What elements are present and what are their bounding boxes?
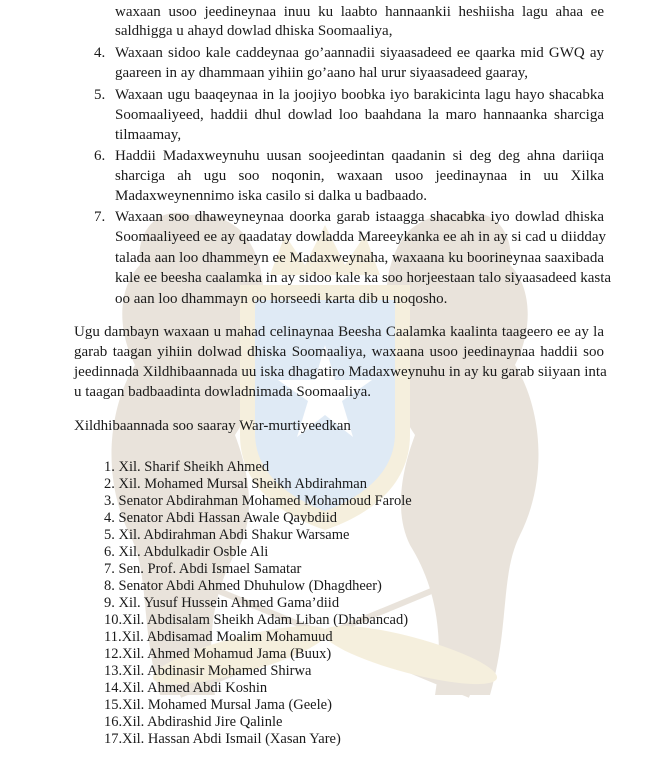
point-number: 6. xyxy=(94,148,106,164)
signatory-item: 9. Xil. Yusuf Hussein Ahmed Gama’diid xyxy=(104,595,340,611)
point-line: tilmaamay, xyxy=(115,127,182,143)
signatory-item: 8. Senator Abdi Ahmed Dhuhulow (Dhagdheer) xyxy=(104,578,382,594)
signatory-item: 5. Xil. Abdirahman Abdi Shakur Warsame xyxy=(104,527,350,543)
signatory-item: 10.Xil. Abdisalam Sheikh Adam Liban (Dhabancad) xyxy=(104,612,409,628)
signatory-item: 1. Xil. Sharif Sheikh Ahmed xyxy=(104,459,270,475)
signatory-item: 16.Xil. Abdirashid Jire Qalinle xyxy=(104,714,283,730)
signatory-item: 17.Xil. Hassan Abdi Ismail (Xasan Yare) xyxy=(104,731,341,747)
point-line: Haddii Madaxweynuhu uusan soojeedintan qaadanin si deg deg ahna dariiqa xyxy=(115,148,604,164)
signatories-heading: Xildhibaannada soo saaray War-murtiyeedkan xyxy=(74,418,351,434)
paragraph-line: Ugu dambayn waxaan u mahad celinaynaa Beesha Caalamka kaalinta taageero ee ay la xyxy=(74,324,604,340)
point-line: Madaxweynennimo iska casilo si dalka u badbaado. xyxy=(115,188,427,204)
paragraph-line: jeedinnada Xildhibaannada uu iska dhagatiro Madaxweynuhu in ay ku garab siiyaan inta xyxy=(74,364,607,380)
point-line: Waxaan ugu baaqeynaa in la joojiyo boobka iyo barakicinta lagu hayo shacabka xyxy=(115,87,604,103)
point-line: Soomaaliyeed, haddii dhul dowlad loo baahdana la maro hannaanka sharciga xyxy=(115,107,604,123)
paragraph-line: u taagan badbaadinta dowladnimada Soomaaliya. xyxy=(74,384,371,400)
point-line: waxaan usoo jeedineynaa inuu ku laabto hannaankii heshiisha lagu ahaa ee xyxy=(115,4,604,20)
point-line: Waxaan sidoo kale caddeynaa go’aannadii siyaasadeed ee qaarka mid GWQ ay xyxy=(115,45,604,61)
signatory-item: 2. Xil. Mohamed Mursal Sheikh Abdirahman xyxy=(104,476,367,492)
signatory-item: 4. Senator Abdi Hassan Awale Qaybdiid xyxy=(104,510,338,526)
point-line: sharciga ah ugu soo noqonin, waxaan usoo jeedinaynaa in uu Xilka xyxy=(115,168,604,184)
signatory-item: 12.Xil. Ahmed Mohamud Jama (Buux) xyxy=(104,646,332,662)
point-line: saldhigga u ahayd dowlad dhiska Soomaaliya, xyxy=(115,23,393,39)
point-line: oo aan loo dhammayn oo horseedi karta dib u noqosho. xyxy=(115,291,448,307)
signatory-item: 6. Xil. Abdulkadir Osble Ali xyxy=(104,544,269,560)
point-number: 5. xyxy=(94,87,106,103)
point-number: 4. xyxy=(94,45,106,61)
point-line: talada aan loo dhammeyn ee Madaxweynaha, waxaana ku boorineynaa saaxibada xyxy=(115,250,604,266)
point-line: Soomaaliyeed ee ay qaadatay dowladda Mareeykanka ee ah in ay si cad u diidday xyxy=(115,229,607,245)
point-line: kale ee beesha caalamka in ay sidoo kale ka soo horjeestaan talo siyaasadeed kasta xyxy=(115,270,612,286)
signatory-item: 14.Xil. Ahmed Abdi Koshin xyxy=(104,680,268,696)
point-line: Waxaan soo dhaweyneynaa doorka garab istaagga shacabka iyo dowlad dhiska xyxy=(115,209,604,225)
signatory-item: 3. Senator Abdirahman Mohamed Mohamoud Farole xyxy=(104,493,412,509)
signatory-item: 15.Xil. Mohamed Mursal Jama (Geele) xyxy=(104,697,332,713)
point-number: 7. xyxy=(94,209,106,225)
signatory-item: 11.Xil. Abdisamad Moalim Mohamuud xyxy=(104,629,333,645)
paragraph-line: garab taagan yihiin dolwad dhiska Soomaaliya, waxaana usoo jeedinaynaa haddii soo xyxy=(74,344,604,360)
point-line: gaareen in ay dhammaan yihiin go’aano hal urur siyaasadeed gaaray, xyxy=(115,65,529,81)
signatory-item: 13.Xil. Abdinasir Mohamed Shirwa xyxy=(104,663,312,679)
signatory-item: 7. Sen. Prof. Abdi Ismael Samatar xyxy=(104,561,302,577)
